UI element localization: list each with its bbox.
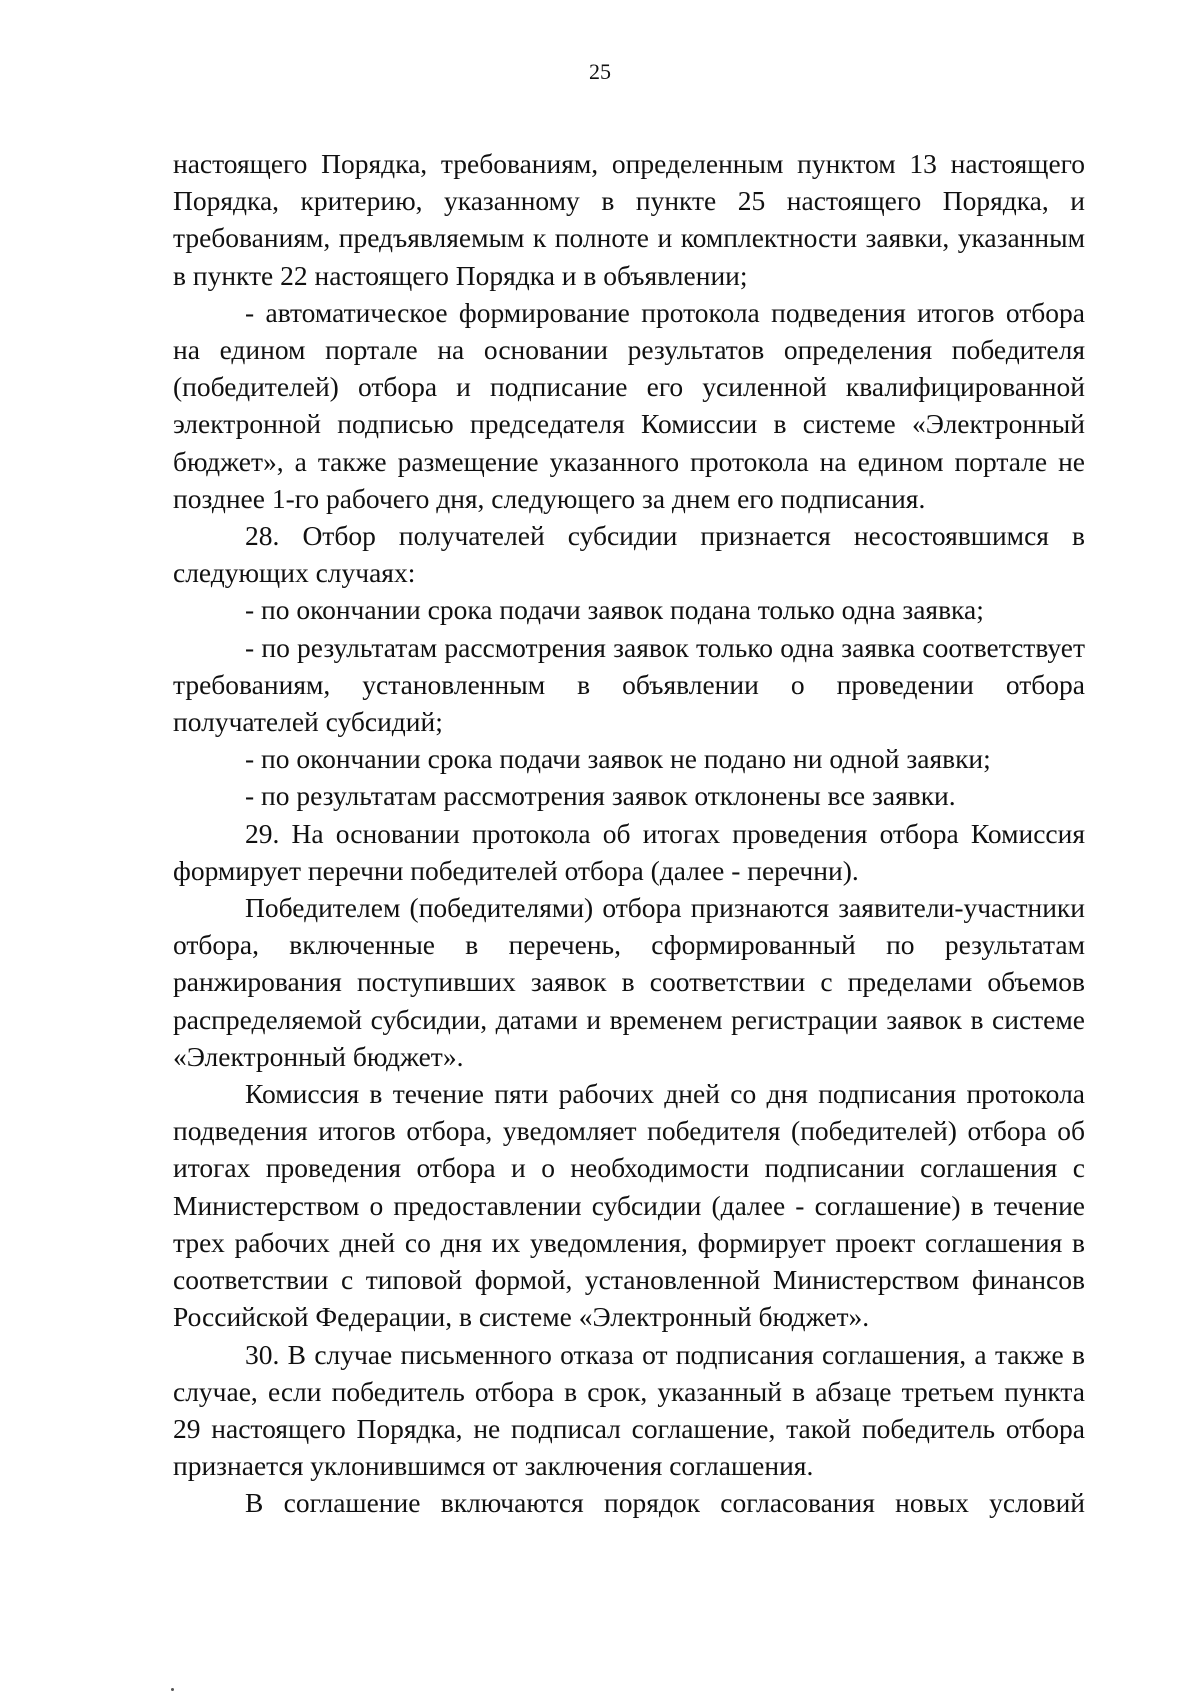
paragraph-list-item: - по окончании срока подачи заявок не подано ни одной заявки;	[245, 743, 991, 775]
paragraph-continuation: настоящего Порядка, требованиям, определенным пунктом 13 настоящего Порядка, критерию, указанному в пункте 25 настоящего Порядка, и требованиям, предъявляемым к полноте и комплектности заявки, указанным в пункте 22 настоящего Порядка и в объявлении;	[173, 148, 1085, 291]
paragraph-winners: Победителем (победителями) отбора признаются заявители-участники отбора, включенные в перечень, сформированный по результатам ранжирования поступивших заявок в соответствии с пределами объемов распределяемой субсидии, датами и временем регистрации заявок в системе «Электронный бюджет».	[173, 892, 1085, 1072]
paragraph-list-item: - по результатам рассмотрения заявок только одна заявка соответствует требованиям, установленным в объявлении о проведении отбора получателей субсидий;	[173, 631, 1085, 738]
paragraph-clause-28: 28. Отбор получателей субсидии признается несостоявшимся в следующих случаях:	[173, 520, 1085, 589]
paragraph-clause-30: 30. В случае письменного отказа от подписания соглашения, а также в случае, если победитель отбора в срок, указанный в абзаце третьем пункта 29 настоящего Порядка, не подписал соглашение, такой победитель отбора признается уклонившимся от заключения соглашения.	[173, 1338, 1085, 1482]
paragraph-list-item: - по результатам рассмотрения заявок отклонены все заявки.	[245, 780, 956, 812]
paragraph-clause-29: 29. На основании протокола об итогах проведения отбора Комиссия формирует перечни победителей отбора (далее - перечни).	[173, 817, 1085, 886]
paragraph-agreement: В соглашение включаются порядок согласования новых условий	[245, 1487, 1085, 1519]
scan-dot	[171, 1688, 174, 1691]
paragraph-list-item: - по окончании срока подачи заявок подана только одна заявка;	[245, 594, 984, 626]
paragraph-commission: Комиссия в течение пяти рабочих дней со дня подписания протокола подведения итогов отбора, уведомляет победителя (победителей) отбора об итогах проведения отбора и о необходимости подписании соглашения с Министерством о предоставлении субсидии (далее - соглашение) в течение трех рабочих дней со дня их уведомления, формирует проект соглашения в соответствии с типовой формой, установленной Министерством финансов Российской Федерации, в системе «Электронный бюджет».	[173, 1078, 1085, 1333]
page-number: 25	[589, 59, 611, 84]
document-body	[173, 145, 1085, 1522]
paragraph-list-item: - автоматическое формирование протокола подведения итогов отбора на едином портале на основании результатов определения победителя (победителей) отбора и подписание его усиленной квалифицированной электронной подписью председателя Комиссии в системе «Электронный бюджет», а также размещение указанного протокола на едином портале не позднее 1-го рабочего дня, следующего за днем его подписания.	[173, 296, 1085, 514]
